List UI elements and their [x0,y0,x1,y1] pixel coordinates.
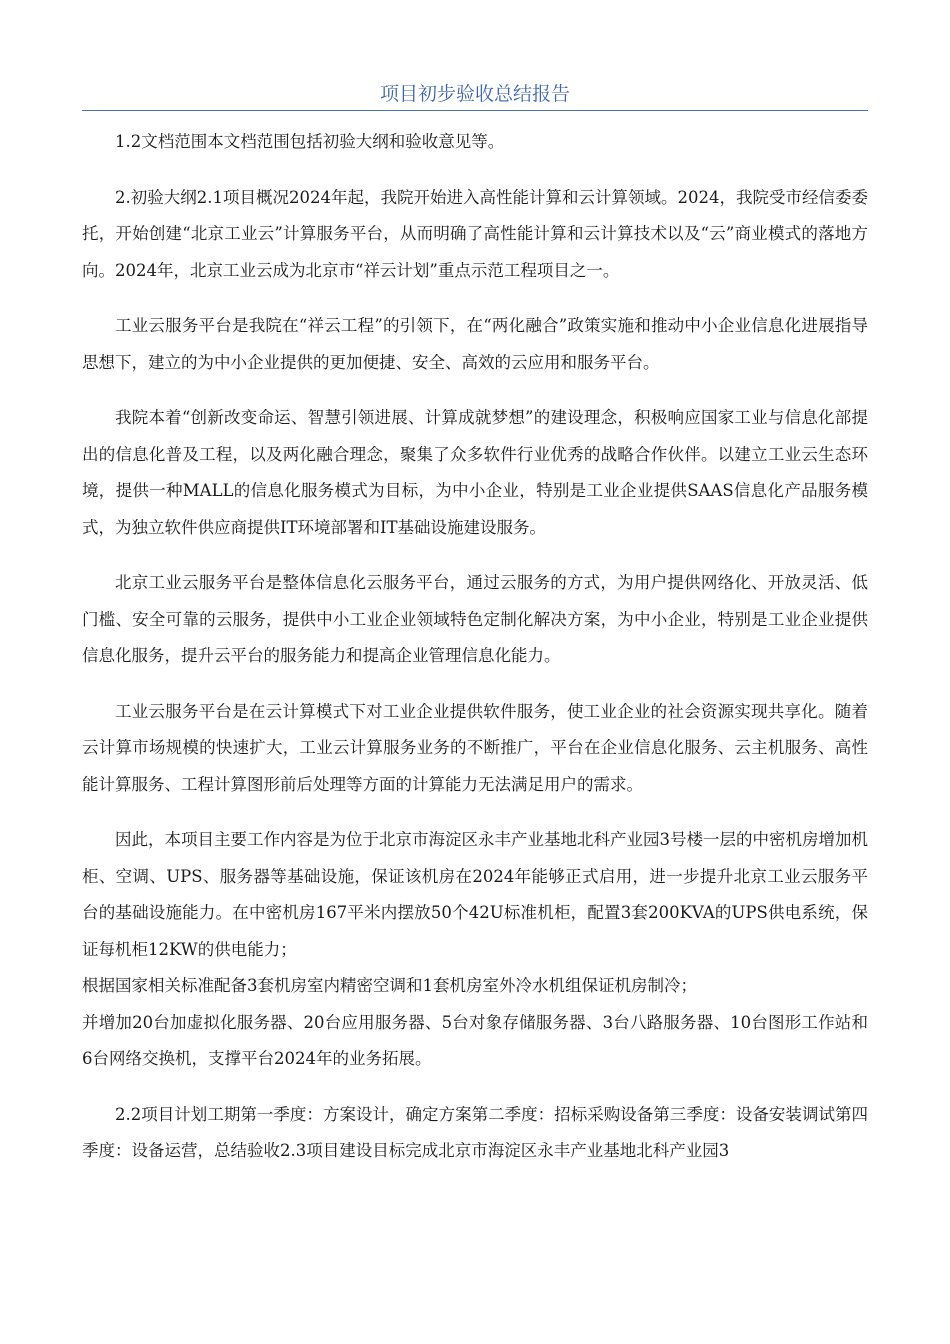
paragraph-platform-services: 北京工业云服务平台是整体信息化云服务平台，通过云服务的方式，为用户提供网络化、开放灵活、低门槛、安全可靠的云服务，提供中小工业企业领域特色定制化解决方案，为中小企业，特别是工业企业提供信息化服务，提升云平台的服务能力和提高企业管理信息化能力。 [82,573,868,665]
page-header [82,80,868,111]
paragraph-cooling: 根据国家相关标准配备3套机房室内精密空调和1套机房室外冷水机组保证机房制冷； [82,976,697,995]
document-body [82,124,868,1189]
paragraph-overview: 2.初验大纲2.1项目概况2024年起，我院开始进入高性能计算和云计算领域。2024，我院受市经信委委托，开始创建“北京工业云”计算服务平台，从而明确了高性能计算和云计算技术以及“云”商业模式的落地方向。2024年，北京工业云成为北京市“祥云计划”重点示范工程项目之一。 [82,187,868,280]
paragraph-servers: 并增加20台加虚拟化服务器、20台应用服务器、5台对象存储服务器、3台八路服务器、10台图形工作站和6台网络交换机，支撑平台2024年的业务拓展。 [82,1012,868,1068]
paragraph-scope: 1.2文档范围本文档范围包括初验大纲和验收意见等。 [115,132,505,151]
paragraph-work-content: 因此，本项目主要工作内容是为位于北京市海淀区永丰产业基地北科产业园3号楼一层的中密机房增加机柜、空调、UPS、服务器等基础设施，保证该机房在2024年能够正式启用，进一步提升北京工业云服务平台的基础设施能力。在中密机房167平米内摆放50个42U标准机柜，配置3套200KVA的UPS供电系统，保证每机柜12KW的供电能力； [82,830,868,959]
header-title: 项目初步验收总结报告 [379,83,570,105]
paragraph-philosophy: 我院本着“创新改变命运、智慧引领进展、计算成就梦想”的建设理念，积极响应国家工业与信息化部提出的信息化普及工程，以及两化融合理念，聚集了众多软件行业优秀的战略合作伙伴。以建立工业云生态环境，提供一种MALL的信息化服务模式为目标，为中小企业，特别是工业企业提供SAAS信息化产品服务模式，为独立软件供应商提供IT环境部署和IT基础设施建设服务。 [82,408,868,537]
paragraph-schedule: 2.2项目计划工期第一季度：方案设计，确定方案第二季度：招标采购设备第三季度：设备安装调试第四季度：设备运营，总结验收2.3项目建设目标完成北京市海淀区永丰产业基地北科产业园3 [82,1104,868,1160]
paragraph-capacity: 工业云服务平台是在云计算模式下对工业企业提供软件服务，使工业企业的社会资源实现共享化。随着云计算市场规模的快速扩大，工业云计算服务业务的不断推广，平台在企业信息化服务、云主机服务、高性能计算服务、工程计算图形前后处理等方面的计算能力无法满足用户的需求。 [82,701,868,794]
paragraph-platform-intro: 工业云服务平台是我院在“祥云工程”的引领下，在“两化融合”政策实施和推动中小企业信息化进展指导思想下，建立的为中小企业提供的更加便捷、安全、高效的云应用和服务平台。 [82,316,868,372]
